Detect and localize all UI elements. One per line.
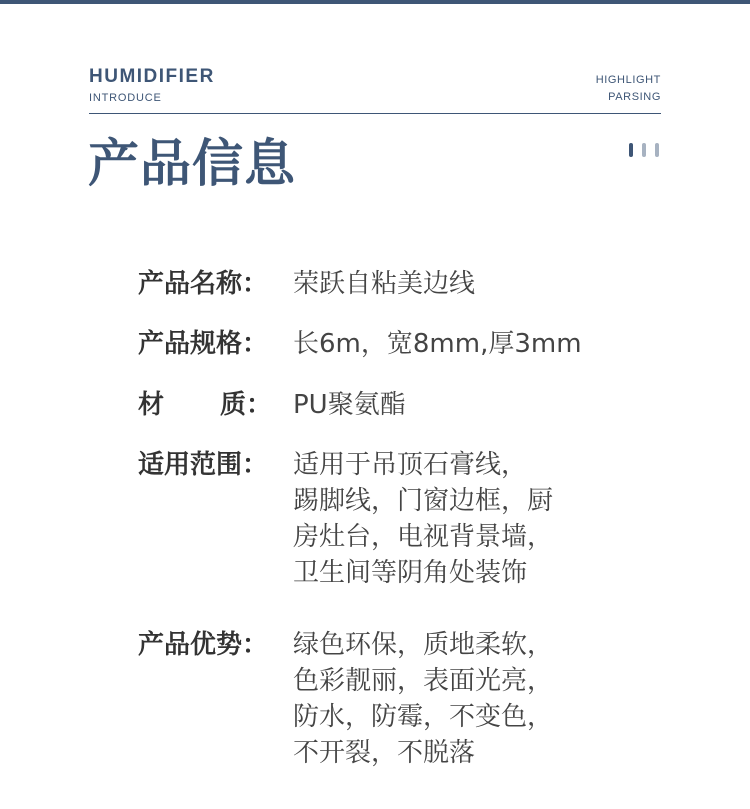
brand-title: HUMIDIFIER — [89, 66, 215, 87]
spec-value-line: 房灶台，电视背景墙， — [293, 522, 554, 552]
spec-value — [293, 447, 623, 591]
spec-value-line: 踢脚线，门窗边框，厨 — [293, 486, 554, 516]
top-accent-bar — [0, 0, 750, 4]
section-title: 产品信息 — [88, 135, 297, 194]
spec-value: 荣跃自粘美边线 — [293, 269, 476, 299]
spec-label: 产品名称： — [138, 269, 269, 299]
page-indicator — [642, 143, 646, 157]
brand-subtitle: INTRODUCE — [89, 92, 162, 104]
tag-line-highlight: HIGHLIGHT — [595, 74, 661, 86]
spec-value — [293, 627, 623, 771]
spec-value-line: 卫生间等阴角处装饰 — [293, 558, 528, 588]
spec-value-line: 绿色环保，质地柔软， — [293, 630, 554, 660]
spec-value-line: 色彩靓丽，表面光亮， — [293, 666, 554, 696]
spec-label: 适用范围： — [138, 450, 269, 480]
page-indicator-active — [629, 143, 633, 157]
spec-value-line: 防水，防霉，不变色， — [293, 702, 554, 732]
page-indicator — [655, 143, 659, 157]
spec-label: 产品规格： — [138, 329, 269, 359]
spec-label: 产品优势： — [138, 630, 269, 660]
spec-value-line: 适用于吊顶石膏线， — [293, 450, 528, 480]
spec-label: 材 质： — [138, 390, 273, 420]
spec-value: PU聚氨酯 — [293, 390, 406, 420]
tag-line-parsing: PARSING — [608, 91, 661, 103]
spec-value: 长6m，宽8mm,厚3mm — [293, 329, 582, 359]
header-divider — [89, 113, 661, 114]
spec-value-line: 不开裂，不脱落 — [293, 738, 476, 768]
